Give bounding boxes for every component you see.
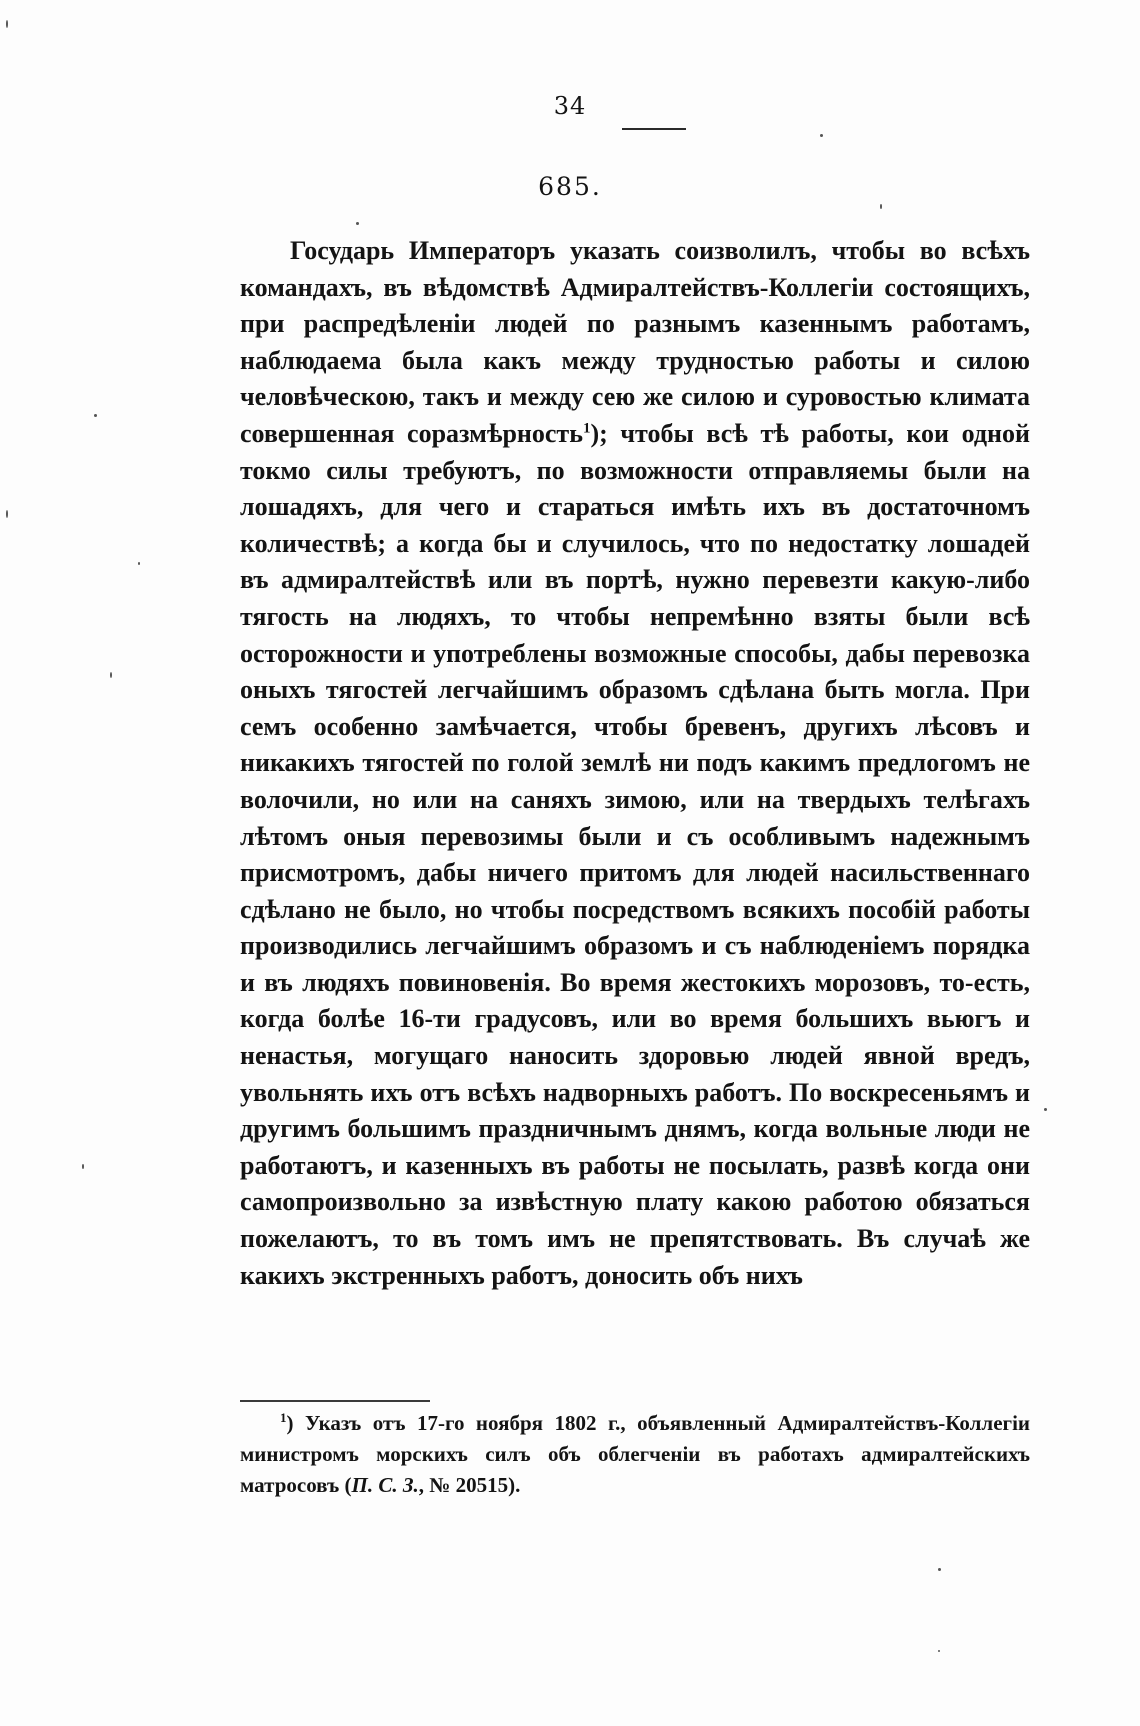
scan-speck [880, 204, 882, 209]
main-paragraph [240, 233, 1030, 1294]
page-number: 34 [553, 92, 587, 120]
footnote-separator [240, 1400, 430, 1402]
scan-speck [1044, 1108, 1047, 1111]
footnote-text-end: , № 20515). [418, 1473, 521, 1497]
footnote [240, 1408, 1030, 1501]
main-paragraph-part-2: ); чтобы всѣ тѣ работы, кои одной токмо силы требуютъ, по возможности отправляемы были на лошадяхъ, для чего и стараться имѣть ихъ въ достаточномъ количествѣ; а когда бы и случилось, что по недостатку лошадей въ адмиралтействѣ или въ портѣ, нужно перевезти какую-либо тягость на людяхъ, то чтобы непремѣнно взяты были всѣ осторожности и употреблены возможные способы, дабы перевозка оныхъ тягостей легчайшимъ образомъ сдѣлана быть могла. При семъ особенно замѣчается, чтобы бревенъ, другихъ лѣсовъ и никакихъ тягостей по голой землѣ ни подъ какимъ предлогомъ не волочили, но или на саняхъ зимою, или на твердыхъ телѣгахъ лѣтомъ оныя перевозимы были и съ особливымъ надежнымъ присмотромъ, дабы ничего притомъ для людей насильственнаго сдѣлано не было, но чтобы посредствомъ всякихъ пособій работы производились легчайшимъ образомъ и съ наблюденіемъ порядка и въ людяхъ повиновенія. Во время жестокихъ морозовъ, то-есть, когда болѣе 16-ти градусовъ, или во время большихъ вьюгъ и ненастья, могущаго наносить здоровью людей явной вредъ, увольнять ихъ отъ всѣхъ надворныхъ работъ. По воскресеньямъ и другимъ большимъ праздничнымъ днямъ, когда вольные люди не работаютъ, и казенныхъ въ работы не посылать, развѣ когда они самопроизвольно за извѣстную плату какою работою обязаться пожелаютъ, то въ томъ имъ не препятствовать. Въ случаѣ же какихъ экстренныхъ работъ, доносить объ нихъ [240, 418, 1030, 1290]
section-number: 685. [538, 172, 602, 201]
scan-speck [6, 510, 8, 518]
scan-speck [938, 1568, 941, 1571]
scan-speck [110, 672, 112, 678]
scan-speck [138, 562, 140, 565]
scan-speck [356, 222, 359, 225]
page-number-rule [622, 128, 686, 130]
footnote-marker: 1 [280, 1410, 287, 1425]
scan-speck [820, 134, 823, 137]
scan-speck [6, 20, 8, 28]
footnote-text: ) Указъ отъ 17-го ноября 1802 г., объявленный Адмиралтействъ-Коллегіи министромъ морскихъ силъ объ облегченіи въ работахъ адмиралтейскихъ матросовъ ( [240, 1411, 1030, 1497]
scan-speck [94, 414, 97, 417]
scan-speck [938, 1650, 940, 1652]
footnote-citation: П. С. З. [351, 1473, 419, 1497]
footnote-reference: 1 [582, 420, 591, 437]
main-paragraph-part-1: Государь Императоръ указать соизволилъ, чтобы во всѣхъ командахъ, въ вѣдомствѣ Адмиралтействъ-Коллегіи состоящихъ, при распредѣленіи людей по разнымъ казеннымъ работамъ, наблюдаема была какъ между трудностью работы и силою человѣческою, такъ и между сею же силою и суровостью климата совершенная соразмѣрность [240, 236, 1030, 448]
scan-speck [82, 1164, 84, 1169]
